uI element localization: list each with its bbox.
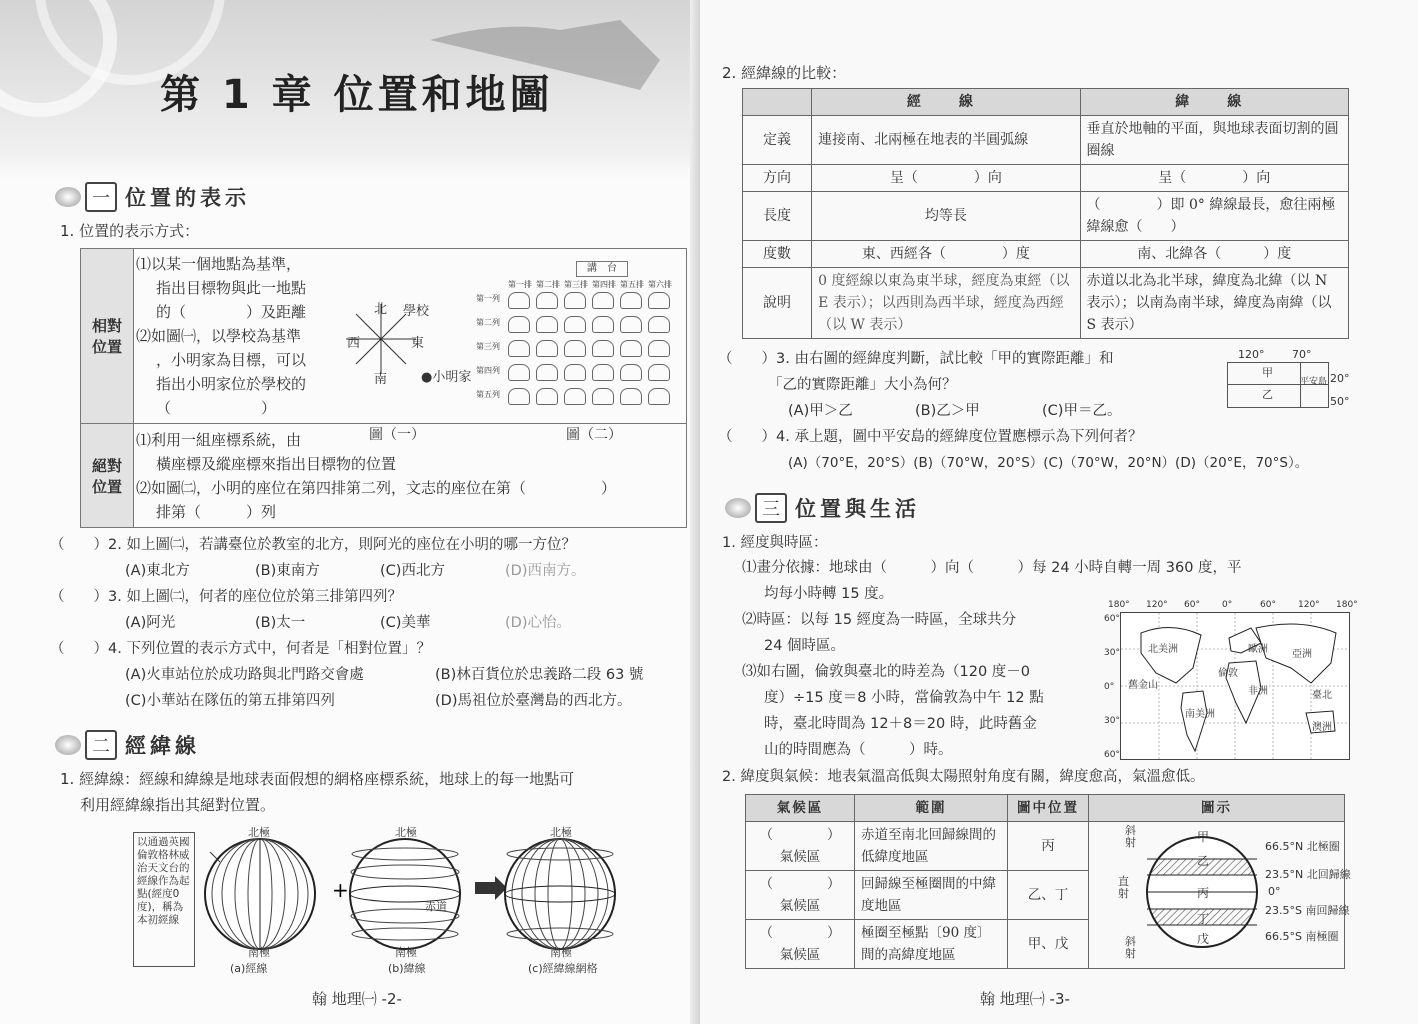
label-slant-top: 斜射 [1125, 824, 1136, 849]
relative-line-3: 的（ ）及距離 [156, 303, 307, 321]
clim-range: 回歸線至極圈間的中緯度地區 [855, 871, 1008, 920]
bubble-icon [725, 498, 751, 518]
label-taipei: 臺北 [1312, 690, 1332, 701]
seat-icon [592, 340, 614, 357]
absolute-line-1: ⑴利用一組座標系統，由 [136, 431, 302, 449]
question-2: （ ）2. 如上圖㈡，若講臺位於教室的北方，則阿光的座位在小明的哪一方位？ [50, 537, 576, 553]
map-lon-label: 120° [1146, 600, 1168, 610]
mini-lat-2: 50° [1330, 395, 1350, 408]
row-meridian: 均等長 [812, 192, 1080, 241]
seat-icon [648, 340, 670, 357]
globe-c-south: 南極 [550, 946, 572, 959]
zone-bing: 丙 [1197, 886, 1210, 900]
seat-row-label: 第三列 [476, 342, 500, 351]
absolute-line-3: ⑵如圖㈡，小明的座位在第四排第二列，文志的座位在第（ ） [136, 479, 617, 497]
row-parallel: 垂直於地軸的平面，與地球表面切割的圓圈線 [1080, 116, 1348, 165]
section-3-heading [725, 493, 920, 523]
seat-icon [536, 316, 558, 333]
mini-lat-1: 20° [1330, 372, 1350, 385]
globe-c-north: 北極 [550, 826, 572, 839]
seat-icon [648, 388, 670, 405]
seat-row-label: 第五列 [476, 390, 500, 399]
timezone-line-6: 度）÷15 度＝8 小時，當倫敦為中午 12 點 [764, 690, 1044, 706]
q3-option-a[interactable]: (A)阿光 [125, 615, 176, 631]
seat-icon [508, 364, 530, 381]
label-asia: 亞洲 [1292, 649, 1312, 660]
seat-icon [564, 340, 586, 357]
seat-row-label: 第四列 [476, 366, 500, 375]
svg-text:+: + [332, 878, 349, 902]
seat-icon [564, 388, 586, 405]
clim-zone: （ ） 氣候區 [746, 871, 855, 920]
map-lon-label: 180° [1336, 600, 1358, 610]
section-title: 位置的表示 [125, 186, 250, 210]
row-key: 說明 [743, 268, 812, 339]
comparison-heading: 2. 經緯線的比較： [722, 64, 847, 82]
relative-line-4: ⑵如圖㈠，以學校為基準 [136, 327, 302, 345]
absolute-line-4: 排第（ ）列 [156, 503, 277, 521]
map-lat-label: 0° [1104, 682, 1115, 692]
seat-row-label: 第一列 [476, 294, 500, 303]
seat-column-label: 第二排 [536, 280, 560, 289]
timezone-line-2: 均每小時轉 15 度。 [764, 586, 894, 602]
globe-b-south: 南極 [395, 946, 417, 959]
q2-option-d[interactable]: (D)西南方。 [505, 563, 586, 579]
clim-zone: （ ） 氣候區 [746, 822, 855, 871]
label-australia: 澳洲 [1312, 722, 1332, 733]
timezone-heading: 1. 經度與時區： [722, 535, 828, 551]
rq3-option-b[interactable]: (B)乙＞甲 [915, 403, 980, 419]
seat-column-label: 第一排 [508, 280, 532, 289]
mini-lon-1: 120° [1238, 348, 1265, 361]
line-capricorn: 23.5°S 南回歸線 [1265, 904, 1350, 917]
question-3: （ ）3. 如上圖㈡，何者的座位位於第三排第四列？ [50, 589, 402, 605]
seat-row-label: 第二列 [476, 318, 500, 327]
mini-yi: 乙 [1262, 388, 1273, 401]
seat-icon [564, 292, 586, 309]
seat-icon [648, 292, 670, 309]
seat-icon [564, 364, 586, 381]
q4-option-a[interactable]: (A)火車站位於成功路與北門路交會處 [125, 667, 364, 683]
section-2-heading [55, 730, 200, 760]
label-slant-bottom: 斜射 [1125, 935, 1136, 960]
q2-option-b[interactable]: (B)東南方 [255, 563, 320, 579]
page-footer-right: 翰 地理㈠ -3- [980, 990, 1070, 1008]
east-label: 東 [411, 336, 425, 351]
relative-line-7: （ ） [156, 399, 277, 417]
map-lat-label: 60° [1104, 614, 1120, 624]
seat-icon [592, 316, 614, 333]
bubble-icon [55, 735, 81, 755]
q4-option-b[interactable]: (B)林百貨位於忠義路二段 63 號 [435, 667, 644, 683]
clim-header-fig: 圖示 [1089, 795, 1345, 822]
seat-icon [536, 340, 558, 357]
clim-pos: 丙 [1008, 822, 1089, 871]
globe-c-caption: (c)經緯線網格 [528, 962, 598, 975]
label-london: 倫敦 [1218, 668, 1238, 679]
meridian-header: 經 線 [812, 89, 1080, 116]
q2-option-a[interactable]: (A)東北方 [125, 563, 190, 579]
relative-line-5: ，小明家為目標，可以 [156, 351, 307, 369]
relative-line-2: 指出目標物與此一地點 [156, 279, 307, 297]
row-parallel: 赤道以北為北半球，緯度為北緯（以 N 表示）；以南為南半球，緯度為南緯（以 S 表示） [1080, 268, 1348, 339]
timezone-line-8: 山的時間應為（ ）時。 [764, 742, 953, 758]
map-lon-label: 60° [1184, 600, 1200, 610]
relative-line-1: ⑴以某一個地點為基準， [136, 255, 302, 273]
question-3-right-line2: 「乙的實際距離」大小為何？ [768, 377, 957, 393]
row-meridian: 連接南、北兩極在地表的半圓弧線 [812, 116, 1080, 165]
label-direct: 直射 [1118, 875, 1129, 900]
figure-1-caption: 圖（一） [369, 427, 425, 443]
timezone-line-7: 時，臺北時間為 12＋8＝20 時，此時舊金 [764, 716, 1037, 732]
row-parallel: （ ）即 0° 緯線最長，愈往兩極緯線愈（ ） [1080, 192, 1348, 241]
seat-column-label: 第六排 [648, 280, 672, 289]
podium: 講 台 [576, 261, 628, 277]
prime-meridian-note: 以通過英國倫敦格林威治天文台的經線作為起點(經度0度)，稱為本初經線 [133, 832, 195, 967]
seat-icon [592, 388, 614, 405]
climate-heading: 2. 緯度與氣候：地表氣溫高低與太陽照射角度有關，緯度愈高，氣溫愈低。 [722, 769, 1205, 785]
seat-icon [648, 364, 670, 381]
q3-option-b[interactable]: (B)太一 [255, 615, 306, 631]
zone-wu: 戊 [1197, 932, 1210, 946]
mini-island: 平安島 [1300, 377, 1328, 387]
clim-pos: 乙、丁 [1008, 871, 1089, 920]
map-lat-label: 30° [1104, 716, 1120, 726]
row-key: 定義 [743, 116, 812, 165]
globe-a-south: 南極 [248, 946, 270, 959]
map-lon-label: 0° [1222, 600, 1233, 610]
q2-option-c[interactable]: (C)西北方 [380, 563, 445, 579]
seat-icon [508, 292, 530, 309]
section-number: 三 [755, 493, 787, 523]
seat-icon [536, 364, 558, 381]
line-arctic: 66.5°N 北極圈 [1265, 840, 1340, 853]
seat-icon [648, 316, 670, 333]
section-1-heading [55, 182, 250, 212]
question-4-right: （ ）4. 承上題，圖中平安島的經緯度位置應標示為下列何者？ [718, 429, 1143, 445]
rq4-options[interactable]: (A)（70°E，20°S）(B)（70°W，20°S）(C)（70°W，20°N）(D)（20°E，70°S）。 [788, 455, 1309, 471]
rq3-option-a[interactable]: (A)甲＞乙 [788, 403, 853, 419]
seat-icon [620, 340, 642, 357]
section-title: 位置與生活 [795, 497, 920, 521]
figure-2-caption: 圖（二） [566, 427, 622, 443]
map-longitude-labels [1108, 600, 1356, 612]
line-antarctic: 66.5°S 南極圈 [1265, 930, 1339, 943]
page-footer-left: 翰 地理㈠ -2- [312, 990, 402, 1008]
parallel-header: 緯 線 [1080, 89, 1348, 116]
seat-icon [536, 388, 558, 405]
clim-header-zone: 氣候區 [746, 795, 855, 822]
map-lon-label: 180° [1108, 600, 1130, 610]
clim-range: 極圈至極點〔90 度〕間的高緯度地區 [855, 920, 1008, 969]
seat-icon [620, 316, 642, 333]
relative-label: 相對 位置 [81, 249, 134, 424]
seat-icon [592, 364, 614, 381]
question-4: （ ）4. 下列位置的表示方式中，何者是「相對位置」？ [50, 641, 431, 657]
section-number: 二 [85, 730, 117, 760]
north-label: 北 [374, 302, 388, 317]
timezone-line-3: ⑵時區：以每 15 經度為一時區，全球共分 [742, 612, 1017, 628]
home-label: ●小明家 [421, 370, 472, 385]
mini-jia: 甲 [1262, 366, 1273, 379]
q3-option-d[interactable]: (D)心怡。 [505, 615, 571, 631]
seat-icon [620, 364, 642, 381]
seat-icon [620, 292, 642, 309]
label-south-america: 南美洲 [1185, 709, 1215, 720]
left-page [0, 0, 700, 1024]
clim-pos: 甲、戊 [1008, 920, 1089, 969]
chapter-title: 第 1 章 位置和地圖 [160, 72, 554, 118]
label-north-america: 北美洲 [1148, 644, 1178, 655]
seat-icon [536, 292, 558, 309]
globe-b-north: 北極 [395, 826, 417, 839]
row-key: 長度 [743, 192, 812, 241]
q4-option-d[interactable]: (D)馬祖位於臺灣島的西北方。 [435, 693, 632, 709]
map-lon-label: 120° [1298, 600, 1320, 610]
globe-a-north: 北極 [248, 826, 270, 839]
absolute-line-2: 橫座標及縱座標來指出目標物的位置 [156, 455, 397, 473]
label-san-francisco: 舊金山 [1128, 680, 1158, 691]
seat-column-label: 第三排 [564, 280, 588, 289]
section-number: 一 [85, 182, 117, 212]
globe-b-caption: (b)緯線 [388, 962, 426, 975]
map-lon-label: 60° [1260, 600, 1276, 610]
map-latitude-labels [1104, 612, 1120, 758]
rq3-option-c[interactable]: (C)甲＝乙。 [1042, 403, 1122, 419]
map-lat-label: 60° [1104, 750, 1120, 760]
question-3-right: （ ）3. 由右圖的經緯度判斷，試比較「甲的實際距離」和 [718, 351, 1114, 367]
absolute-label: 絕對 位置 [81, 424, 134, 527]
row-parallel: 呈（ ）向 [1080, 165, 1348, 192]
clim-header-range: 範圍 [855, 795, 1008, 822]
timezone-line-4: 24 個時區。 [764, 638, 846, 654]
west-label: 西 [347, 336, 361, 351]
map-lat-label: 30° [1104, 648, 1120, 658]
latlon-comparison-table [742, 88, 1349, 339]
position-table [80, 248, 687, 528]
zone-jia: 甲 [1197, 830, 1210, 844]
subheading: 1. 位置的表示方式： [60, 222, 200, 240]
row-meridian: 0 度經線以東為東半球，經度為東經（以 E 表示）；以西則為西半球，經度為西經（以 W 表示） [812, 268, 1080, 339]
label-europe: 歐洲 [1248, 644, 1268, 655]
latlon-def-line-1: 1. 經緯線：經線和緯線是地球表面假想的網格座標系統，地球上的每一地點可 [60, 770, 575, 788]
section-title: 經緯線 [125, 734, 200, 758]
bubble-icon [55, 187, 81, 207]
clim-zone: （ ） 氣候區 [746, 920, 855, 969]
q3-option-c[interactable]: (C)美華 [380, 615, 431, 631]
seat-icon [508, 340, 530, 357]
relative-line-6: 指出小明家位於學校的 [156, 375, 307, 393]
seat-icon [564, 316, 586, 333]
seat-column-label: 第四排 [592, 280, 616, 289]
seat-icon [508, 388, 530, 405]
seat-icon [592, 292, 614, 309]
row-key: 度數 [743, 241, 812, 268]
row-key: 方向 [743, 165, 812, 192]
timezone-line-5: ⑶如右圖，倫敦與臺北的時差為（120 度－0 [742, 664, 1031, 680]
right-page [700, 0, 1418, 1024]
seat-grid [476, 279, 681, 414]
mini-lon-2: 70° [1292, 348, 1312, 361]
south-label: 南 [374, 372, 388, 387]
row-meridian: 呈（ ）向 [812, 165, 1080, 192]
zone-yi: 乙 [1197, 854, 1210, 868]
clim-header-pos: 圖中位置 [1008, 795, 1089, 822]
clim-range: 赤道至南北回歸線間的低緯度地區 [855, 822, 1008, 871]
seat-column-label: 第五排 [620, 280, 644, 289]
row-parallel: 南、北緯各（ ）度 [1080, 241, 1348, 268]
equator-label: 赤道 [425, 900, 447, 913]
row-meridian: 東、西經各（ ）度 [812, 241, 1080, 268]
seat-icon [508, 316, 530, 333]
school-label: 學校 [403, 304, 430, 319]
timezone-line-1: ⑴畫分依據：地球由（ ）向（ ）每 24 小時自轉一周 360 度，平 [742, 560, 1242, 576]
q4-option-c[interactable]: (C)小華站在隊伍的第五排第四列 [125, 693, 335, 709]
zone-ding: 丁 [1197, 912, 1210, 926]
line-equator: 0° [1268, 885, 1281, 898]
latlon-def-line-2: 利用經緯線指出其絕對位置。 [80, 796, 276, 814]
globe-a-caption: (a)經線 [230, 962, 268, 975]
seat-icon [620, 388, 642, 405]
line-cancer: 23.5°N 北回歸線 [1265, 868, 1351, 881]
label-africa: 非洲 [1248, 686, 1268, 697]
